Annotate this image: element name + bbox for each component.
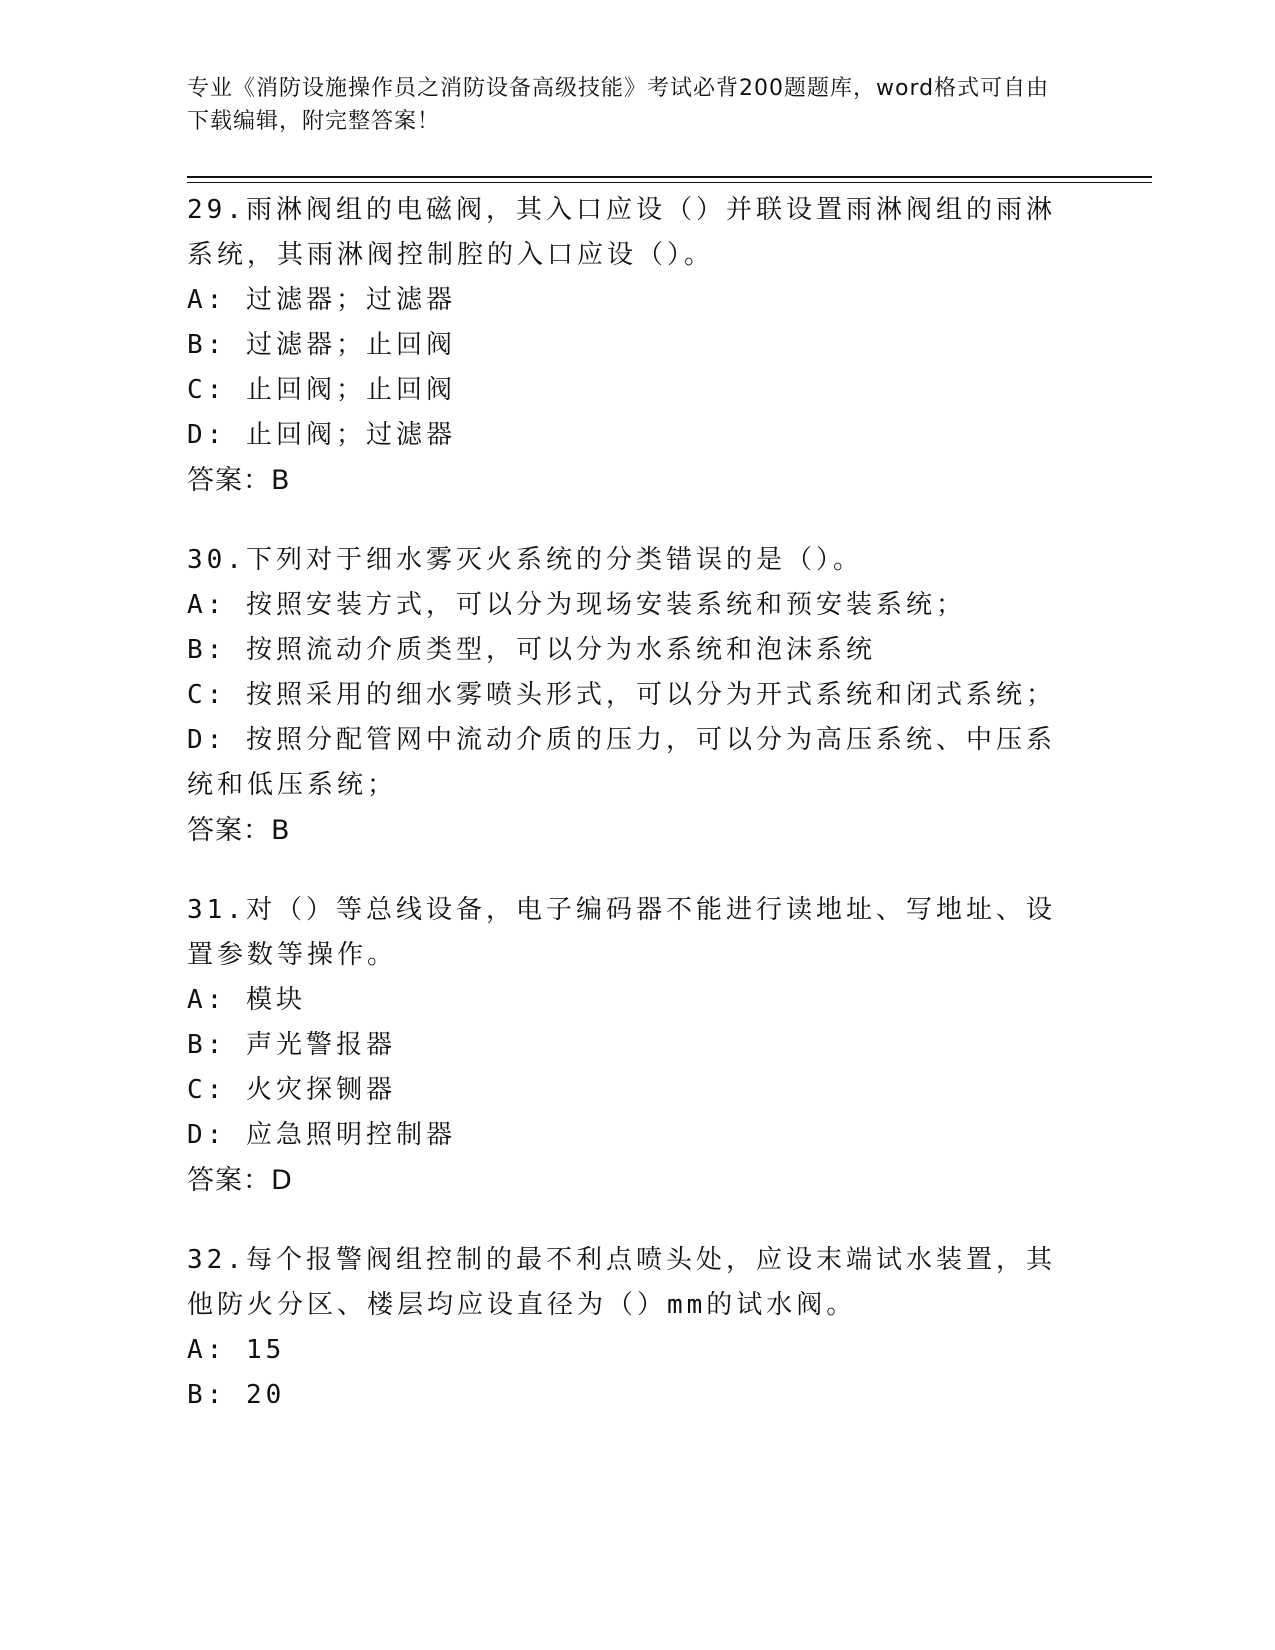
question-30 [187, 538, 1077, 853]
answer-line: 答案：D [187, 1165, 293, 1196]
document-title: 专业《消防设施操作员之消防设备高级技能》考试必背200题题库，word格式可自由下载编辑，附完整答案！ [187, 76, 1050, 134]
option-c [187, 673, 1077, 718]
question-list [187, 188, 1077, 1453]
option-letter: C: [187, 1075, 227, 1105]
option-c [187, 368, 1077, 413]
question-31 [187, 888, 1077, 1203]
option-d [187, 413, 1077, 458]
option-c [187, 1068, 1077, 1113]
option-b [187, 1023, 1077, 1068]
option-b [187, 628, 1077, 673]
option-text: 按照采用的细水雾喷头形式，可以分为开式系统和闭式系统； [245, 680, 1056, 710]
option-b [187, 1373, 1077, 1418]
option-a [187, 978, 1077, 1023]
question-32 [187, 1238, 1077, 1418]
option-letter: D: [187, 1120, 227, 1150]
option-a [187, 1328, 1077, 1373]
option-text: 按照流动介质类型，可以分为水系统和泡沫系统 [245, 635, 876, 665]
option-text: 过滤器；止回阀 [245, 330, 456, 360]
option-letter: A: [187, 590, 227, 620]
option-text: 按照分配管网中流动介质的压力，可以分为高压系统、中压系统和低压系统； [187, 725, 1056, 800]
document-header [187, 72, 1067, 138]
option-text: 15 [245, 1335, 286, 1365]
question-29 [187, 188, 1077, 503]
option-d [187, 718, 1077, 808]
option-letter: C: [187, 375, 227, 405]
option-letter: A: [187, 985, 227, 1015]
header-rule-thin [187, 182, 1152, 183]
question-text: 31.对（）等总线设备，电子编码器不能进行读地址、写地址、设置参数等操作。 [187, 895, 1056, 970]
question-text: 32.每个报警阀组控制的最不利点喷头处，应设末端试水装置，其他防火分区、楼层均应设直径为（）mm的试水阀。 [187, 1245, 1056, 1320]
option-text: 模块 [245, 985, 306, 1015]
option-letter: B: [187, 330, 227, 360]
option-text: 止回阀；过滤器 [245, 420, 456, 450]
option-letter: C: [187, 680, 227, 710]
option-text: 声光警报器 [245, 1030, 396, 1060]
option-text: 过滤器；过滤器 [245, 285, 456, 315]
option-text: 按照安装方式，可以分为现场安装系统和预安装系统； [245, 590, 966, 620]
answer-line: 答案：B [187, 815, 291, 846]
option-b [187, 323, 1077, 368]
question-text: 30.下列对于细水雾灭火系统的分类错误的是（）。 [187, 545, 863, 575]
question-text: 29.雨淋阀组的电磁阀，其入口应设（）并联设置雨淋阀组的雨淋系统，其雨淋阀控制腔的入口应设（）。 [187, 195, 1056, 270]
option-letter: B: [187, 1380, 227, 1410]
option-text: 20 [245, 1380, 286, 1410]
option-text: 应急照明控制器 [245, 1120, 456, 1150]
option-a [187, 583, 1077, 628]
option-letter: A: [187, 285, 227, 315]
option-letter: A: [187, 1335, 227, 1365]
answer-line: 答案：B [187, 465, 291, 496]
option-text: 火灾探铡器 [245, 1075, 396, 1105]
option-letter: D: [187, 420, 227, 450]
header-rule-thick [187, 176, 1152, 178]
option-letter: B: [187, 635, 227, 665]
option-a [187, 278, 1077, 323]
option-text: 止回阀；止回阀 [245, 375, 456, 405]
option-letter: B: [187, 1030, 227, 1060]
option-letter: D: [187, 725, 227, 755]
option-d [187, 1113, 1077, 1158]
